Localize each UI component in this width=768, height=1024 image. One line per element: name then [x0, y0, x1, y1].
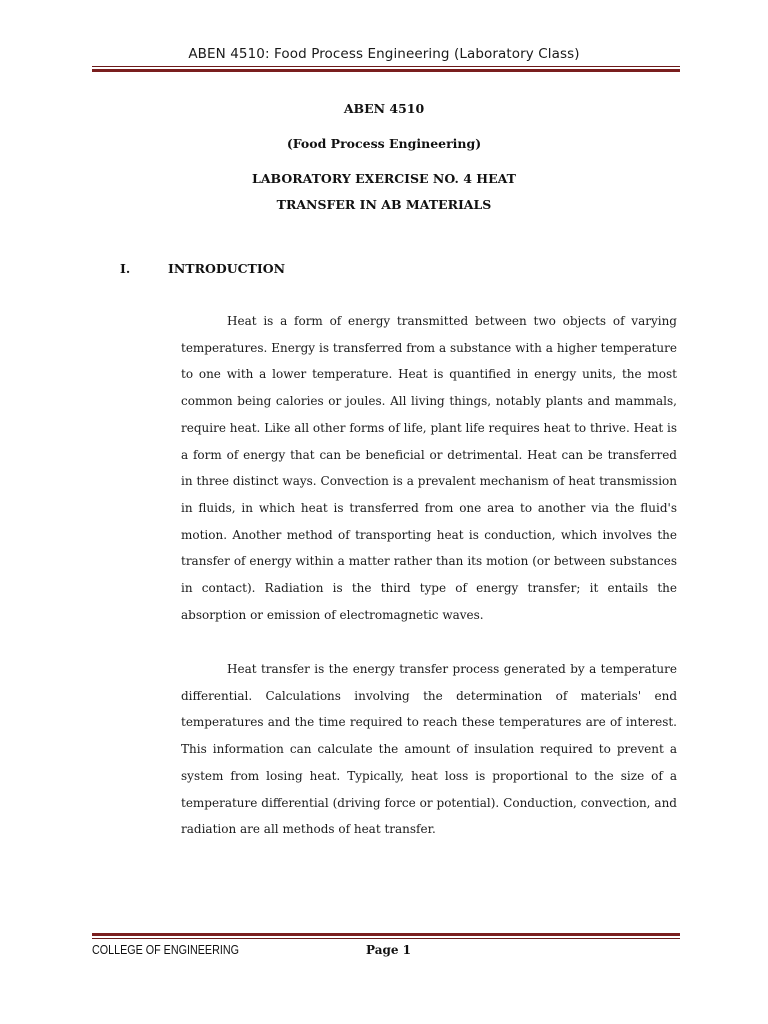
course-code: ABEN 4510	[343, 101, 425, 116]
course-name: (Food Process Engineering)	[286, 136, 482, 151]
footer-college: COLLEGE OF ENGINEERING	[92, 943, 239, 957]
exercise-title-line1: LABORATORY EXERCISE NO. 4 HEAT	[252, 171, 516, 186]
header-rule-thin	[92, 66, 680, 67]
section-title: INTRODUCTION	[168, 261, 286, 276]
exercise-title-line2: TRANSFER IN AB MATERIALS	[276, 197, 492, 212]
paragraph-intro-1: Heat is a form of energy transmitted between two objects of varying temperatures. Energy is transferred from a substance with a higher temperature to one with a lower temperature. Heat is quantified in energy units, the most common being calories or joules. All living things, notably plants and mammals, require heat. Like all other forms of life, plant life requires heat to thrive. Heat is a form of energy that can be beneficial or detrimental. Heat can be transferred in three distinct ways. Convection is a prevalent mechanism of heat transmission in fluids, in which heat is transferred from one area to another via the fluid's motion. Another method of transporting heat is conduction, which involves the transfer of energy within a matter rather than its motion (or between substances in contact). Radiation is the third type of energy transfer; it entails the absorption or emission of electromagnetic waves.	[181, 314, 677, 622]
footer-rule-thin	[92, 938, 680, 939]
section-number: I.	[120, 261, 131, 276]
section-heading	[120, 261, 285, 276]
footer-rule-thick	[92, 933, 680, 936]
paragraph-intro-2: Heat transfer is the energy transfer process generated by a temperature differential. Calculations involving the determination of materials' end temperatures and the time required to reach these temperatures are of interest. This information can calculate the amount of insulation required to prevent a system from losing heat. Typically, heat loss is proportional to the size of a temperature differential (driving force or potential). Conduction, convection, and radiation are all methods of heat transfer.	[181, 662, 677, 837]
running-header: ABEN 4510: Food Process Engineering (Laboratory Class)	[188, 46, 580, 62]
footer-page-number: Page 1	[366, 943, 412, 957]
header-rule-thick	[92, 69, 680, 72]
